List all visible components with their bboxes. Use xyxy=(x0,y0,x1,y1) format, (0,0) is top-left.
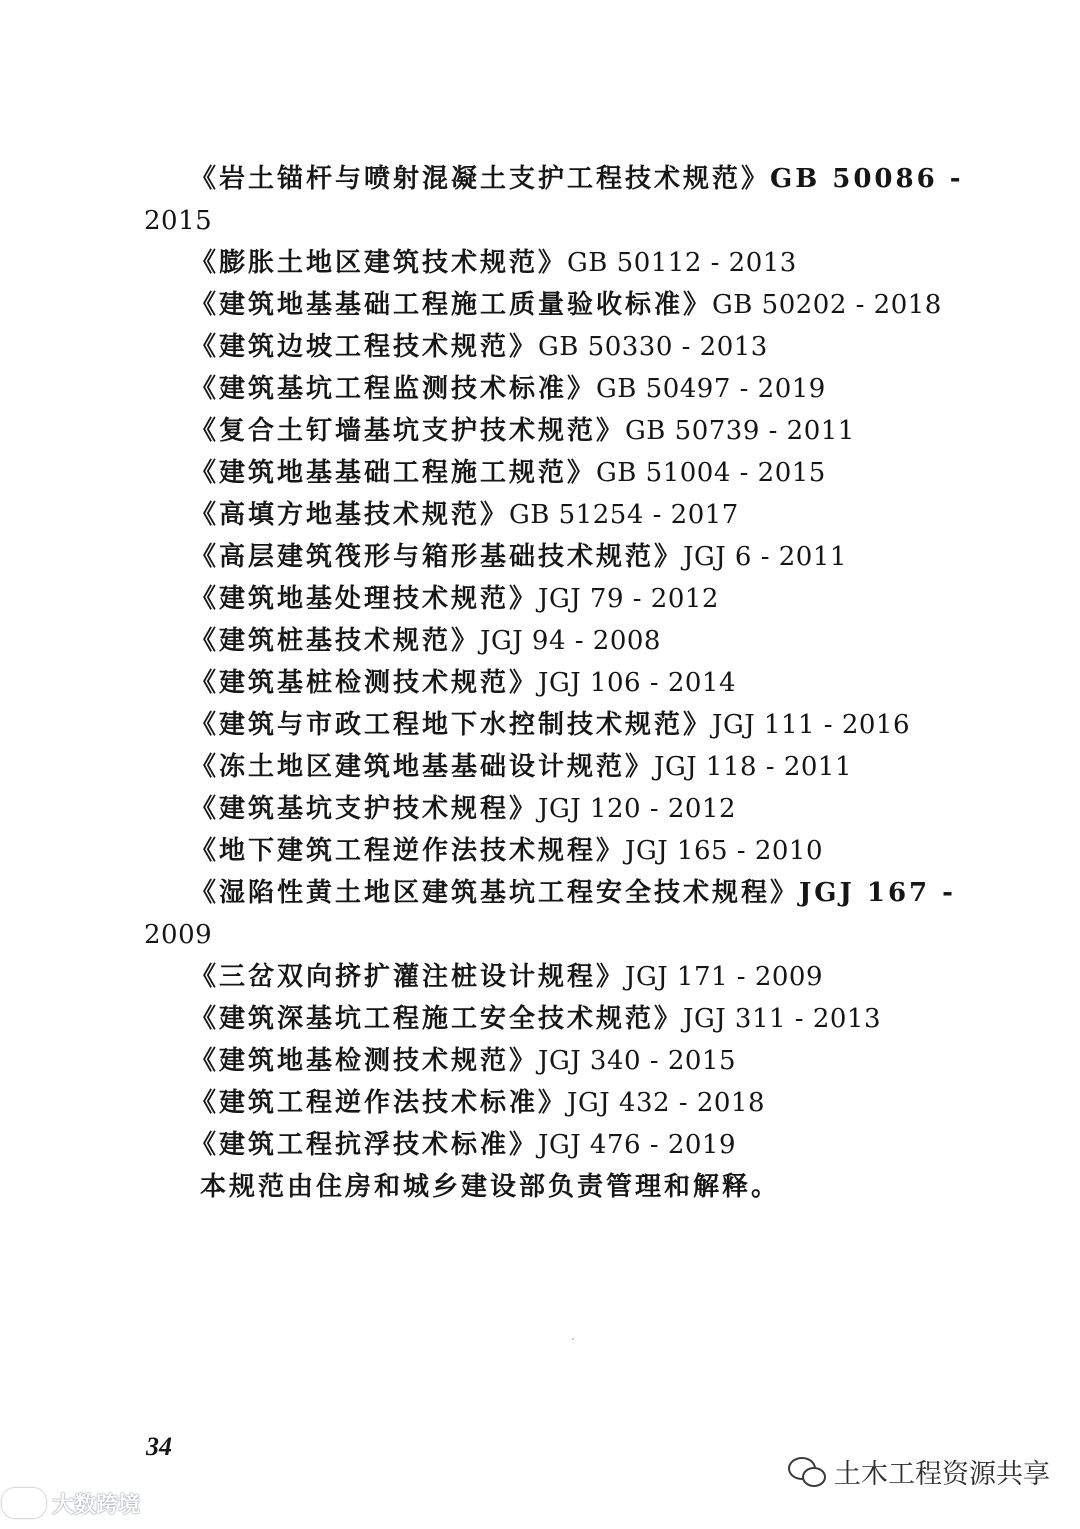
reference-title: 《膨胀土地区建筑技术规范》 xyxy=(190,248,568,278)
reference-code: GB 50497 - 2019 xyxy=(596,374,826,404)
reference-code: GB 50330 - 2013 xyxy=(538,332,768,362)
watermark-left-text: 大数跨境 xyxy=(52,1492,141,1518)
reference-code: JGJ 94 - 2008 xyxy=(480,626,661,656)
watermark-left xyxy=(2,1486,140,1520)
reference-code: JGJ 106 - 2014 xyxy=(538,668,737,698)
reference-title: 《建筑工程逆作法技术标准》 xyxy=(190,1088,568,1118)
reference-title: 《建筑边坡工程技术规范》 xyxy=(190,332,539,362)
reference-title: 《建筑深基坑工程施工安全技术规范》 xyxy=(190,1004,684,1034)
reference-line xyxy=(144,1082,934,1124)
reference-title: 《冻土地区建筑地基基础设计规范》 xyxy=(190,752,655,782)
reference-code: JGJ 118 - 2011 xyxy=(654,752,853,782)
reference-line xyxy=(144,704,934,746)
reference-line xyxy=(144,368,934,410)
reference-code: JGJ 165 - 2010 xyxy=(625,836,824,866)
reference-line xyxy=(144,830,934,872)
page-number: 34 xyxy=(146,1432,172,1461)
reference-code: GB 51004 - 2015 xyxy=(596,458,826,488)
reference-code: GB 51254 - 2017 xyxy=(509,500,739,530)
reference-code: JGJ 311 - 2013 xyxy=(683,1004,882,1034)
reference-line xyxy=(144,242,934,284)
reference-code: GB 50202 - 2018 xyxy=(712,290,942,320)
reference-code: JGJ 340 - 2015 xyxy=(538,1046,737,1076)
reference-line xyxy=(144,1124,934,1166)
big-data-logo-icon xyxy=(2,1488,46,1518)
reference-code: JGJ 432 - 2018 xyxy=(567,1088,766,1118)
reference-title: 《高填方地基技术规范》 xyxy=(190,500,510,530)
watermark-right xyxy=(788,1453,1050,1489)
reference-continuation xyxy=(144,914,934,956)
reference-code: GB 50112 - 2013 xyxy=(567,248,797,278)
reference-code: JGJ 111 - 2016 xyxy=(712,710,911,740)
reference-line xyxy=(144,578,934,620)
reference-title: 《复合土钉墙基坑支护技术规范》 xyxy=(190,416,626,446)
reference-text: 《岩土锚杆与喷射混凝土支护工程技术规范》GB 50086 - xyxy=(190,164,964,194)
reference-code: JGJ 79 - 2012 xyxy=(538,584,719,614)
reference-title: 《建筑地基基础工程施工质量验收标准》 xyxy=(190,290,713,320)
reference-line xyxy=(144,788,934,830)
reference-code: JGJ 476 - 2019 xyxy=(538,1130,737,1160)
wechat-icon xyxy=(788,1455,826,1487)
reference-line xyxy=(144,326,934,368)
reference-line xyxy=(144,746,934,788)
reference-title: 《建筑工程抗浮技术标准》 xyxy=(190,1130,539,1160)
watermark-right-text: 土木工程资源共享 xyxy=(834,1458,1050,1490)
reference-title: 《建筑基桩检测技术规范》 xyxy=(190,668,539,698)
reference-line xyxy=(144,410,934,452)
reference-line xyxy=(144,1040,934,1082)
management-note: 本规范由住房和城乡建设部负责管理和解释。 xyxy=(200,1172,781,1202)
reference-code: JGJ 6 - 2011 xyxy=(683,542,847,572)
reference-title: 《建筑与市政工程地下水控制技术规范》 xyxy=(190,710,713,740)
reference-list xyxy=(144,158,964,1208)
reference-line xyxy=(144,998,934,1040)
reference-title: 《建筑地基检测技术规范》 xyxy=(190,1046,539,1076)
reference-title: 《建筑桩基技术规范》 xyxy=(190,626,481,656)
reference-line xyxy=(144,620,934,662)
reference-title: 《三岔双向挤扩灌注桩设计规程》 xyxy=(190,962,626,992)
reference-title: 《建筑地基基础工程施工规范》 xyxy=(190,458,597,488)
reference-line xyxy=(144,494,934,536)
reference-continuation xyxy=(144,200,934,242)
reference-title: 《建筑基坑支护技术规程》 xyxy=(190,794,539,824)
reference-line xyxy=(144,284,942,326)
reference-year: 2009 xyxy=(144,920,213,950)
reference-title: 《地下建筑工程逆作法技术规程》 xyxy=(190,836,626,866)
reference-line xyxy=(144,158,964,200)
reference-line xyxy=(144,872,956,914)
reference-code: JGJ 171 - 2009 xyxy=(625,962,824,992)
reference-code: GB 50739 - 2011 xyxy=(625,416,855,446)
scan-speck xyxy=(572,1338,574,1340)
reference-title: 《建筑基坑工程监测技术标准》 xyxy=(190,374,597,404)
reference-code: JGJ 120 - 2012 xyxy=(538,794,737,824)
reference-line xyxy=(144,662,934,704)
reference-title: 《高层建筑筏形与箱形基础技术规范》 xyxy=(190,542,684,572)
reference-line xyxy=(144,956,934,998)
reference-year: 2015 xyxy=(144,206,213,236)
reference-text: 《湿陷性黄土地区建筑基坑工程安全技术规程》JGJ 167 - xyxy=(190,878,956,908)
reference-line xyxy=(144,536,934,578)
reference-title: 《建筑地基处理技术规范》 xyxy=(190,584,539,614)
reference-line xyxy=(144,452,934,494)
